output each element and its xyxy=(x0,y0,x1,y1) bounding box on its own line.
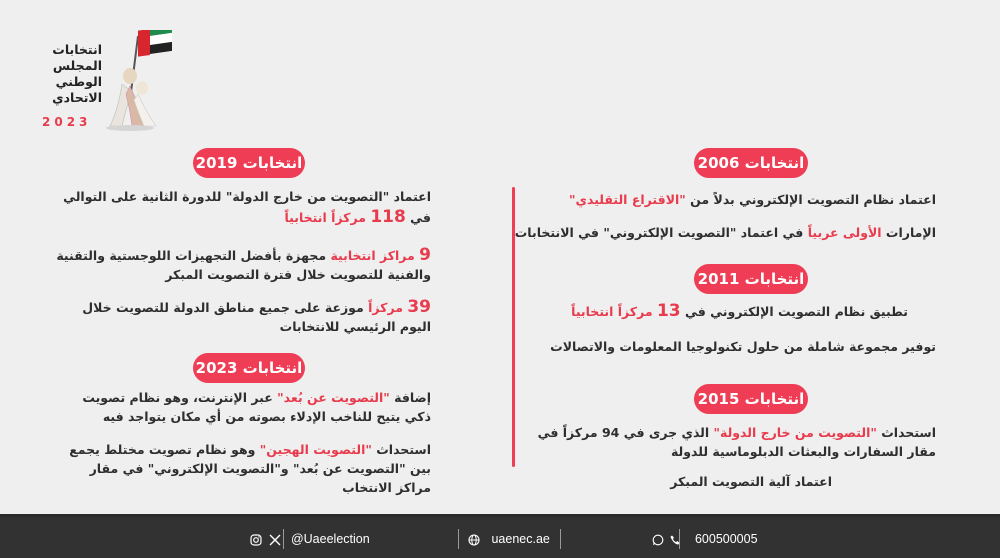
instagram-icon[interactable] xyxy=(250,534,262,546)
website-text[interactable]: uaenec.ae xyxy=(491,532,550,546)
text-2023-p1-line1: إضافة "التصويت عن بُعد" عبر الإنترنت، وهو نظام تصويت xyxy=(82,390,431,405)
text-2019-p2-line2: والفنية للتصويت خلال فترة التصويت المبكر xyxy=(165,267,431,282)
text-2019-p1-line2: في 118 مركزاً انتخابياً xyxy=(284,207,431,227)
phone-number[interactable]: 600500005 xyxy=(694,532,758,546)
footer-separator xyxy=(283,529,284,549)
text-2011-p1: تطبيق نظام التصويت الإلكتروني في 13 مركزاً انتخابياً xyxy=(571,301,908,321)
heading-2006: انتخابات 2006 xyxy=(694,148,808,178)
text-2019-p2-line1: 9 مراكز انتخابية مجهزة بأفضل التجهيزات اللوجستية والتقنية xyxy=(56,245,431,265)
footer-separator xyxy=(560,529,561,549)
phone-icon xyxy=(669,534,681,546)
heading-2019: انتخابات 2019 xyxy=(193,148,305,178)
logo-year: 2023 xyxy=(42,115,92,129)
text-2023-p2-line3: مراكز الانتخاب xyxy=(342,480,431,495)
text-2011-p2: توفير مجموعة شاملة من حلول تكنولوجيا المعلومات والاتصالات xyxy=(550,339,936,354)
heading-2015: انتخابات 2015 xyxy=(694,384,808,414)
whatsapp-icon xyxy=(652,534,664,546)
text-2019-p1-line1: اعتماد "التصويت من خارج الدولة" للدورة الثانية على التوالي xyxy=(63,189,431,204)
logo-title xyxy=(38,42,102,106)
website-link[interactable] xyxy=(468,517,550,558)
logo-title-line: انتخابات xyxy=(52,42,102,57)
logo-title-line: الوطني xyxy=(55,74,102,89)
uae-flag-figure-logo xyxy=(100,30,180,132)
text-2015-p2: اعتماد آلية التصويت المبكر xyxy=(670,474,832,489)
logo-title-line: الاتحادي xyxy=(52,90,102,105)
text-2023-p1-line2: ذكي يتيح للناخب الإدلاء بصوته من أي مكان يتواجد فيه xyxy=(102,409,431,424)
heading-2023: انتخابات 2023 xyxy=(193,353,305,383)
text-2023-p2-line1: استحداث "التصويت الهجين" وهو نظام تصويت مختلط يجمع xyxy=(69,442,431,457)
text-2019-p3-line1: 39 مركزاً موزعة على جميع مناطق الدولة للتصويت خلال xyxy=(82,297,431,317)
heading-2011: انتخابات 2011 xyxy=(694,264,808,294)
social-handle[interactable]: @Uaeelection xyxy=(290,532,370,546)
text-2006-p1: اعتماد نظام التصويت الإلكتروني بدلاً من "الاقتراع التقليدي" xyxy=(569,192,936,207)
footer-bar xyxy=(0,514,1000,558)
text-2006-p2: الإمارات الأولى عربياً في اعتماد "التصويت الإلكتروني" في الانتخابات xyxy=(514,225,936,240)
logo-title-line: المجلس xyxy=(52,58,102,73)
social-links xyxy=(250,517,370,558)
globe-icon xyxy=(468,534,480,546)
phone-contact[interactable] xyxy=(652,517,758,558)
footer-separator xyxy=(458,529,459,549)
text-2015-p1-line1: استحداث "التصويت من خارج الدولة" الذي جرى في 94 مركزاً في xyxy=(537,425,936,440)
x-icon[interactable] xyxy=(269,534,281,546)
text-2023-p2-line2: بين "التصويت عن بُعد" و"التصويت الإلكتروني" في مقار xyxy=(89,461,431,476)
text-2015-p1-line2: مقار السفارات والبعثات الدبلوماسية للدولة xyxy=(670,444,936,459)
text-2019-p3-line2: اليوم الرئيسي للانتخابات xyxy=(279,319,431,334)
